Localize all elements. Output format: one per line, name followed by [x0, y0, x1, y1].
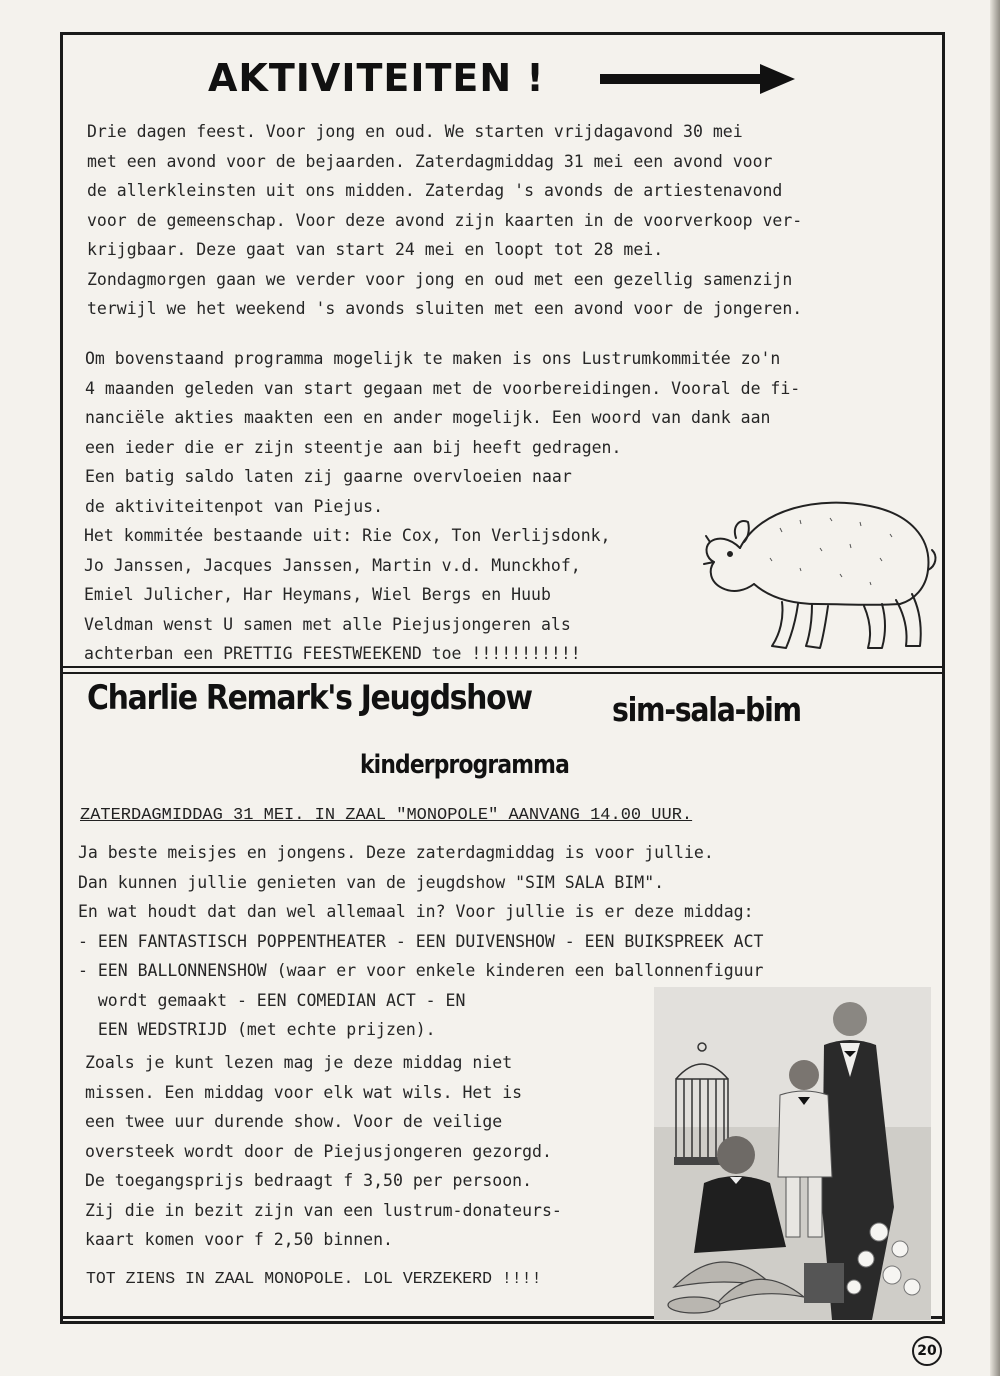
text-line: een twee uur durende show. Voor de veilige — [85, 1112, 503, 1131]
page-number: 20 — [912, 1336, 942, 1366]
show-title: Charlie Remark's Jeugdshow — [87, 678, 532, 718]
text-line: terwijl we het weekend 's avonds sluiten met een avond voor de jongeren. — [87, 299, 803, 318]
text-line: voor de gemeenschap. Voor deze avond zijn kaarten in de voorverkoop ver- — [87, 210, 803, 230]
text-line: kaart komen voor f 2,50 binnen. — [85, 1230, 393, 1249]
show-paragraph-2 — [85, 1048, 562, 1255]
text-line: En wat houdt dat dan wel allemaal in? Voor jullie is er deze middag: — [78, 902, 754, 921]
text-line: - EEN FANTASTISCH POPPENTHEATER - EEN DUIVENSHOW - EEN BUIKSPREEK ACT — [78, 931, 764, 951]
text-line: Zij die in bezit zijn van een lustrum-donateurs- — [85, 1200, 562, 1220]
text-line: Een batig saldo laten zij gaarne overvloeien naar — [85, 467, 572, 486]
text-line: Zoals je kunt lezen mag je deze middag niet — [85, 1053, 513, 1072]
text-line: de allerkleinsten uit ons midden. Zaterdag 's avonds de artiestenavond — [87, 181, 783, 200]
text-line: Ja beste meisjes en jongens. Deze zaterdagmiddag is voor jullie. — [78, 843, 714, 862]
performers-photo — [654, 987, 931, 1320]
text-line: De toegangsprijs bedraagt f 3,50 per persoon. — [85, 1171, 533, 1190]
text-line: Dan kunnen jullie genieten van de jeugdshow "SIM SALA BIM". — [78, 872, 665, 892]
committee-paragraph — [84, 521, 611, 669]
text-line: Het kommitée bestaande uit: Rie Cox, Ton Verlijsdonk, — [84, 526, 611, 545]
event-details: ZATERDAGMIDDAG 31 MEI. IN ZAAL "MONOPOLE" AANVANG 14.00 UUR. — [80, 806, 693, 825]
text-line: oversteek wordt door de Piejusjongeren gezorgd. — [85, 1141, 552, 1161]
text-line: Emiel Julicher, Har Heymans, Wiel Bergs en Huub — [84, 585, 551, 604]
text-line: met een avond voor de bejaarden. Zaterdagmiddag 31 mei een avond voor — [87, 151, 773, 171]
page-edge-shadow — [990, 0, 1000, 1376]
text-line: Zondagmorgen gaan we verder voor jong en oud met een gezellig samenzijn — [87, 269, 793, 289]
text-line: Om bovenstaand programma mogelijk te maken is ons Lustrumkommitée zo'n — [85, 349, 781, 368]
text-line: Jo Janssen, Jacques Janssen, Martin v.d. Munckhof, — [84, 555, 581, 575]
page-title: AKTIVITEITEN ! — [208, 56, 545, 100]
text-line: krijgbaar. Deze gaat van start 24 mei en loopt tot 28 mei. — [87, 240, 664, 259]
show-program-label: kinderprogramma — [360, 750, 569, 780]
text-line: 4 maanden geleden van start gegaan met de voorbereidingen. Vooral de fi- — [85, 378, 801, 398]
activities-paragraph-1 — [87, 117, 802, 324]
text-line: de aktiviteitenpot van Piejus. — [85, 496, 384, 516]
show-subtitle: sim-sala-bim — [612, 690, 801, 729]
right-arrow-icon — [600, 62, 795, 98]
text-line: EEN WEDSTRIJD (met echte prijzen). — [78, 1020, 436, 1039]
pig-illustration — [700, 478, 940, 658]
text-line: - EEN BALLONNENSHOW (waar er voor enkele kinderen een ballonnenfiguur — [78, 961, 764, 980]
closing-line: TOT ZIENS IN ZAAL MONOPOLE. LOL VERZEKERD !!!! — [86, 1269, 542, 1288]
text-line: Veldman wenst U samen met alle Piejusjongeren als — [84, 614, 571, 634]
text-line: achterban een PRETTIG FEESTWEEKEND toe !!!!!!!!!!! — [84, 644, 581, 663]
text-line: Drie dagen feest. Voor jong en oud. We starten vrijdagavond 30 mei — [87, 122, 743, 141]
text-line: missen. Een middag voor elk wat wils. Het is — [85, 1082, 523, 1102]
activities-paragraph-2 — [85, 344, 800, 521]
text-line: wordt gemaakt - EEN COMEDIAN ACT - EN — [78, 990, 466, 1010]
text-line: nanciële akties maakten een en ander mogelijk. Een woord van dank aan — [85, 408, 771, 427]
text-line: een ieder die er zijn steentje aan bij heeft gedragen. — [85, 437, 622, 457]
